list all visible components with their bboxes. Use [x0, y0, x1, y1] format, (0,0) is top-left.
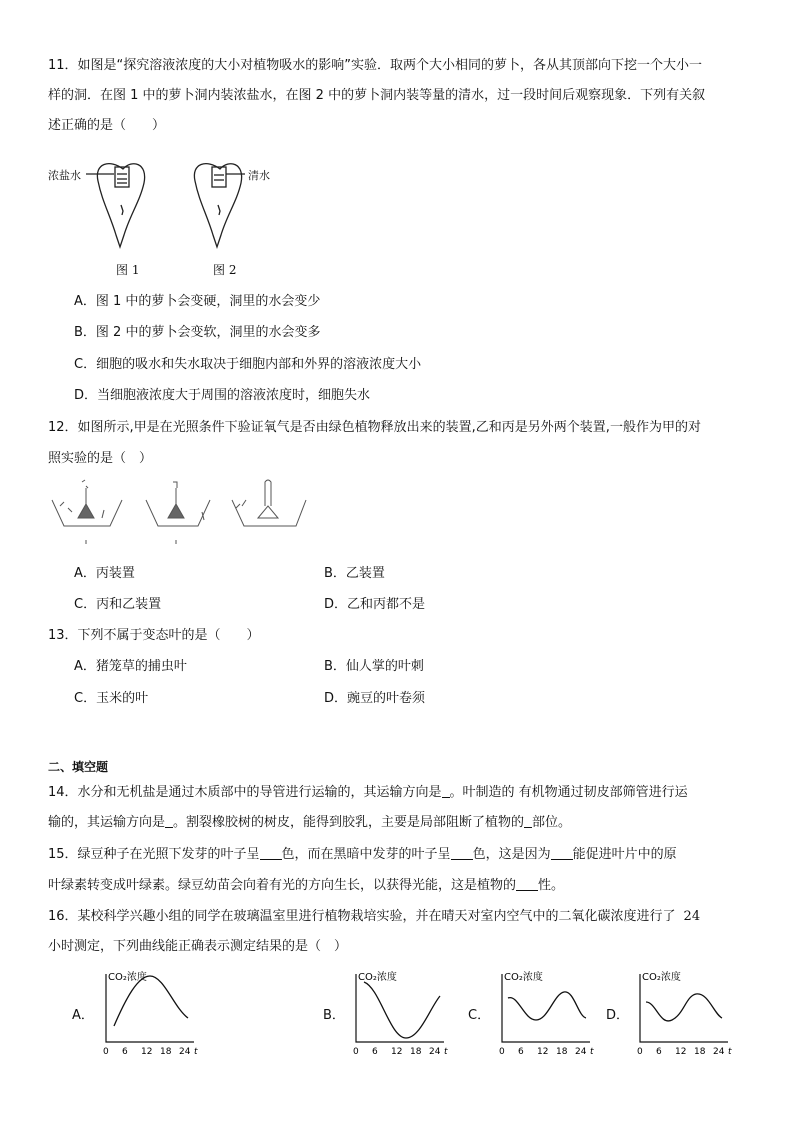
graph-tick-label: 24 — [713, 1047, 725, 1057]
graph-tick-label: 0 — [103, 1047, 109, 1057]
graph-tick-label: 6 — [518, 1047, 524, 1057]
graph-ylabel: CO₂浓度 — [108, 972, 147, 983]
fig2-label: 清水 — [248, 169, 270, 182]
q16-text-24: 24 — [683, 909, 701, 924]
q15-text-5: 叶绿素转变成叶绿素。绿豆幼苗会向着有光的方向生长，以获得光能，这是植物的 — [48, 878, 517, 893]
q14-text-1: 14．水分和无机盐是通过木质部中的导管进行运输的，其运输方向是 — [48, 785, 442, 800]
graph-tick-label: 24 — [575, 1047, 587, 1057]
co2-graph-d — [634, 968, 734, 1060]
q15-line1 — [48, 845, 677, 865]
co2-curve — [646, 994, 722, 1021]
apparatus-figure — [48, 478, 308, 550]
q12-option-a[interactable]: A．丙装置 — [74, 566, 135, 581]
q13-stem: 13．下列不属于变态叶的是（ ） — [48, 628, 260, 643]
graph-tick-label: 18 — [556, 1047, 568, 1057]
co2-graph-c — [496, 968, 596, 1060]
q16-option-a[interactable]: A． — [72, 1008, 94, 1023]
q14-text-4: 。割裂橡胶树的树皮，能得到胶乳，主要是局部阻断了植物的 — [173, 815, 525, 830]
radish-1 — [86, 164, 145, 247]
graph-tick-label: 6 — [122, 1047, 128, 1057]
q15-blank-1[interactable] — [260, 846, 282, 860]
graph-ylabel: CO₂浓度 — [504, 972, 543, 983]
q16-option-c[interactable]: C． — [468, 1008, 491, 1023]
q14-line2 — [48, 813, 571, 833]
q12-stem-line2: 照实验的是（ ） — [48, 451, 153, 466]
graph-axes — [640, 974, 728, 1042]
graph-ylabel: CO₂浓度 — [358, 972, 397, 983]
q16-line1 — [48, 907, 700, 927]
q14-blank-1[interactable] — [442, 784, 450, 798]
q15-text-6: 性。 — [538, 878, 565, 893]
q12-option-d[interactable]: D．乙和丙都不是 — [324, 597, 426, 612]
co2-curve — [364, 982, 440, 1038]
q16-stem-line2: 小时测定，下列曲线能正确表示测定结果的是（ ） — [48, 939, 348, 954]
graph-xlabel: t — [728, 1047, 732, 1057]
apparatus-jia — [52, 480, 122, 544]
q16-option-b[interactable]: B． — [323, 1008, 345, 1023]
graph-tick-label: 12 — [537, 1047, 549, 1057]
graph-xlabel: t — [590, 1047, 594, 1057]
fig2-caption: 图 2 — [213, 263, 237, 277]
q15-text-2: 色，而在黑暗中发芽的叶子呈 — [281, 847, 451, 862]
q15-blank-2[interactable] — [451, 846, 473, 860]
graph-ylabel: CO₂浓度 — [642, 972, 681, 983]
graph-tick-label: 12 — [675, 1047, 687, 1057]
graph-tick-label: 6 — [372, 1047, 378, 1057]
q15-text-4: 能促进叶片中的原 — [572, 847, 677, 862]
q15-text-3: 色，这是因为 — [472, 847, 551, 862]
graph-xlabel: t — [444, 1047, 448, 1057]
q12-option-c[interactable]: C．丙和乙装置 — [74, 597, 162, 612]
q16-text-1: 16．某校科学兴趣小组的同学在玻璃温室里进行植物栽培实验，并在晴天对室内空气中的二氧化碳浓度进行了 — [48, 909, 676, 924]
co2-curve — [508, 992, 586, 1020]
q13-option-c[interactable]: C．玉米的叶 — [74, 691, 149, 706]
graph-tick-label: 0 — [353, 1047, 359, 1057]
q13-option-d[interactable]: D．豌豆的叶卷须 — [324, 691, 426, 706]
graph-tick-label: 24 — [179, 1047, 191, 1057]
graph-tick-label: 18 — [160, 1047, 172, 1057]
graph-tick-label: 0 — [637, 1047, 643, 1057]
q11-stem-line3: 述正确的是（ ） — [48, 118, 166, 133]
q15-line2 — [48, 876, 564, 896]
q13-option-a[interactable]: A．猪笼草的捕虫叶 — [74, 659, 187, 674]
co2-graph-b — [350, 968, 450, 1060]
q11-stem-line2: 样的洞．在图 1 中的萝卜洞内装浓盐水，在图 2 中的萝卜洞内装等量的清水，过一段时间后观察现象．下列有关叙 — [48, 88, 706, 103]
graph-tick-label: 18 — [694, 1047, 706, 1057]
q12-option-b[interactable]: B．乙装置 — [324, 566, 385, 581]
q14-line1 — [48, 783, 688, 803]
apparatus-bing — [232, 480, 306, 526]
section-title: 二、填空题 — [48, 760, 109, 774]
graph-xlabel: t — [194, 1047, 198, 1057]
graph-axes — [356, 974, 444, 1042]
q16-option-d[interactable]: D． — [606, 1008, 630, 1023]
graph-tick-label: 12 — [141, 1047, 153, 1057]
q15-blank-3[interactable] — [551, 846, 573, 860]
fig1-label: 浓盐水 — [48, 169, 81, 182]
graph-axes — [502, 974, 590, 1042]
q15-blank-4[interactable] — [516, 877, 538, 891]
graph-axes — [106, 974, 194, 1042]
q11-option-b[interactable]: B．图 2 中的萝卜会变软，洞里的水会变多 — [74, 325, 321, 340]
graph-tick-label: 0 — [499, 1047, 505, 1057]
co2-curve — [114, 976, 188, 1026]
q14-text-2: 。叶制造的 有机物通过韧皮部筛管进行运 — [449, 785, 688, 800]
graph-tick-label: 18 — [410, 1047, 422, 1057]
q14-text-5: 部位。 — [532, 815, 572, 830]
q13-option-b[interactable]: B．仙人掌的叶刺 — [324, 659, 424, 674]
q14-blank-3[interactable] — [524, 814, 532, 828]
q14-text-3: 输的，其运输方向是 — [48, 815, 166, 830]
q11-stem-line1: 11．如图是“探究溶液浓度的大小对植物吸水的影响”实验．取两个大小相同的萝卜，各从其顶部向下挖一个大小一 — [48, 58, 703, 73]
fig1-caption: 图 1 — [116, 263, 140, 277]
graph-tick-label: 24 — [429, 1047, 441, 1057]
q11-option-d[interactable]: D．当细胞液浓度大于周围的溶液浓度时，细胞失水 — [74, 388, 371, 403]
q11-option-c[interactable]: C．细胞的吸水和失水取决于细胞内部和外界的溶液浓度大小 — [74, 357, 422, 372]
q11-option-a[interactable]: A．图 1 中的萝卜会变硬，洞里的水会变少 — [74, 294, 321, 309]
radish-2 — [194, 164, 245, 247]
q12-stem-line1: 12．如图所示,甲是在光照条件下验证氧气是否由绿色植物释放出来的装置,乙和丙是另外两个装置,一般作为甲的对 — [48, 420, 701, 435]
q15-text-1: 15．绿豆种子在光照下发芽的叶子呈 — [48, 847, 260, 862]
graph-tick-label: 6 — [656, 1047, 662, 1057]
co2-graph-a — [100, 968, 200, 1060]
apparatus-yi — [146, 482, 210, 544]
graph-tick-label: 12 — [391, 1047, 403, 1057]
q14-blank-2[interactable] — [165, 814, 173, 828]
